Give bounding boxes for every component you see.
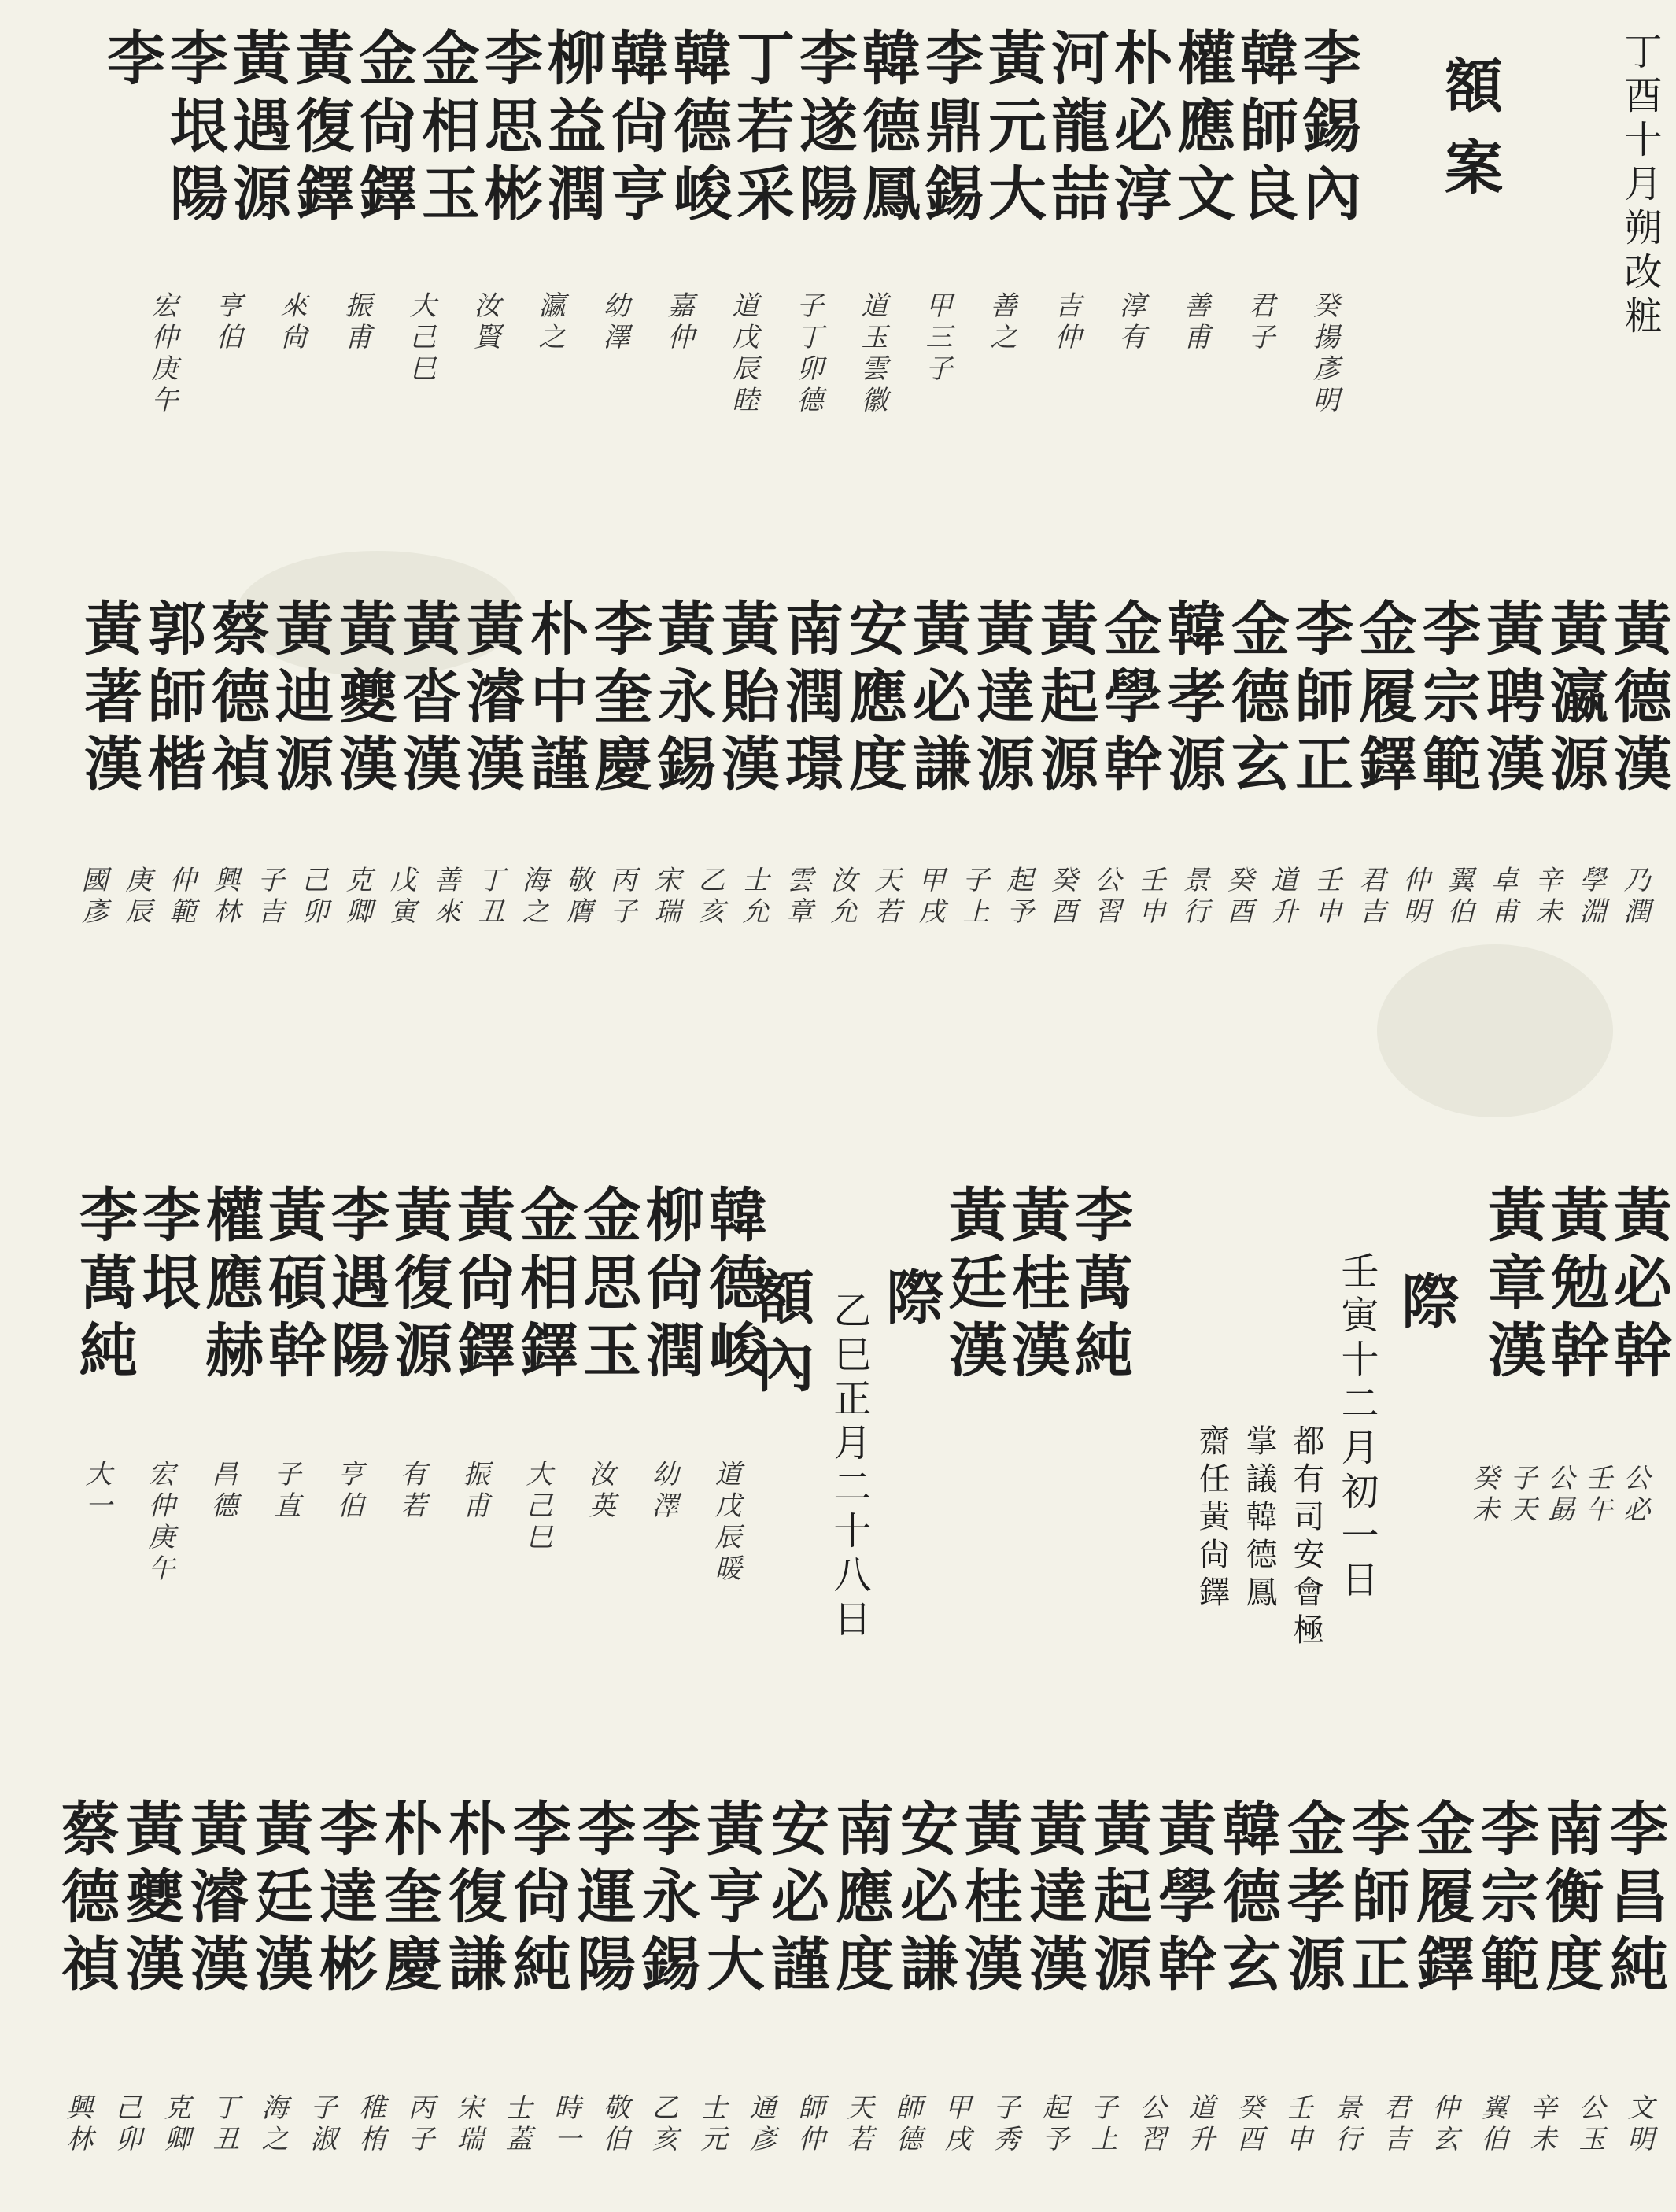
name-column: 黃學幹 <box>1149 1798 1216 2001</box>
courtesy-name-column: 公習 <box>1135 2093 1166 2156</box>
name-column: 李思彬 <box>475 28 543 231</box>
courtesy-name-column: 辛未 <box>1525 2093 1556 2156</box>
name-column: 黃濬漢 <box>181 1798 249 2001</box>
courtesy-name-column: 士蓋 <box>500 2093 532 2156</box>
courtesy-name-column: 子直 <box>269 1460 301 1523</box>
courtesy-name-column: 亨伯 <box>332 1460 364 1523</box>
courtesy-name-column: 嘉仲 <box>663 291 694 354</box>
name-column: 黃必幹 <box>1604 1184 1672 1387</box>
name-column: 韓德峻 <box>700 1184 767 1387</box>
courtesy-name-column: 子吉 <box>253 866 284 929</box>
official-signature: 齋任黃尙鐸 <box>1194 1424 1230 1613</box>
courtesy-name-column: 昌德 <box>206 1460 238 1523</box>
name-column: 金孝源 <box>1278 1798 1346 2001</box>
official-signature: 都有司安會極 <box>1288 1424 1324 1651</box>
courtesy-name-column: 乃潤 <box>1619 866 1650 929</box>
name-column: 黃遇源 <box>223 28 291 231</box>
courtesy-name-column: 時一 <box>549 2093 581 2156</box>
courtesy-name-column: 善甫 <box>1179 291 1210 354</box>
official-signature: 掌議韓德鳳 <box>1241 1424 1277 1613</box>
name-column: 黃碩幹 <box>259 1184 327 1387</box>
name-column: 李師正 <box>1286 598 1353 801</box>
courtesy-name-column: 起予 <box>1002 866 1033 929</box>
name-column: 黃元大 <box>979 28 1047 231</box>
name-column: 李遇陽 <box>322 1184 389 1387</box>
courtesy-name-column: 大一 <box>80 1460 112 1523</box>
name-column: 李萬純 <box>1065 1184 1133 1387</box>
name-column: 權應赫 <box>196 1184 264 1387</box>
courtesy-name-column: 子天 <box>1505 1464 1537 1527</box>
name-column: 權應文 <box>1168 28 1235 231</box>
courtesy-name-column: 宏仲庚午 <box>143 1460 175 1586</box>
courtesy-name-column: 君子 <box>1243 291 1275 354</box>
courtesy-name-column: 癸未 <box>1467 1464 1499 1527</box>
name-column: 河龍喆 <box>1042 28 1109 231</box>
section3-left-date: 乙巳正月二十八日 <box>827 1291 871 1643</box>
courtesy-name-column: 癸酉 <box>1232 2093 1264 2156</box>
courtesy-name-column: 興林 <box>209 866 240 929</box>
courtesy-name-column: 天若 <box>842 2093 873 2156</box>
name-column: 安必謹 <box>762 1798 829 2001</box>
name-column: 李錫內 <box>1294 28 1361 231</box>
name-column: 朴中謹 <box>521 598 589 801</box>
courtesy-name-column: 稚栯 <box>354 2093 386 2156</box>
name-column: 李垠 <box>133 1184 201 1320</box>
name-column: 金思玉 <box>574 1184 641 1387</box>
name-column: 南潤璟 <box>776 598 844 801</box>
name-column: 金履鐸 <box>1349 598 1417 801</box>
courtesy-name-column: 幼澤 <box>598 291 629 354</box>
name-column: 黃沓漢 <box>393 598 461 801</box>
courtesy-name-column: 宋瑞 <box>452 2093 483 2156</box>
section3-right-label: 際 <box>1392 1271 1460 1339</box>
courtesy-name-column: 克卿 <box>159 2093 190 2156</box>
courtesy-name-column: 道升 <box>1266 866 1298 929</box>
courtesy-name-column: 景行 <box>1330 2093 1361 2156</box>
courtesy-name-column: 子上 <box>958 866 989 929</box>
name-column: 黃夔漢 <box>330 598 397 801</box>
name-column: 韓孝源 <box>1158 598 1226 801</box>
name-column: 韓師良 <box>1231 28 1298 231</box>
name-column: 黃復源 <box>385 1184 452 1387</box>
courtesy-name-column: 大己巳 <box>404 291 436 386</box>
name-column: 蔡德禎 <box>202 598 270 801</box>
name-column: 黃廷漢 <box>245 1798 313 2001</box>
courtesy-name-column: 乙亥 <box>647 2093 678 2156</box>
courtesy-name-column: 文明 <box>1622 2093 1654 2156</box>
courtesy-name-column: 師德 <box>891 2093 922 2156</box>
name-column: 黃勉幹 <box>1541 1184 1609 1387</box>
name-column: 金學幹 <box>1095 598 1162 801</box>
courtesy-name-column: 癸酉 <box>1046 866 1077 929</box>
name-column: 蔡德禎 <box>52 1798 120 2001</box>
courtesy-name-column: 壬申 <box>1134 866 1165 929</box>
courtesy-name-column: 壬申 <box>1281 2093 1312 2156</box>
courtesy-name-column: 辛未 <box>1530 866 1562 929</box>
name-column: 李宗範 <box>1413 598 1481 801</box>
courtesy-name-column: 學淵 <box>1574 866 1606 929</box>
courtesy-name-column: 善之 <box>985 291 1017 354</box>
courtesy-name-column: 天若 <box>869 866 901 929</box>
courtesy-name-column: 子上 <box>1086 2093 1117 2156</box>
name-column: 李萬純 <box>70 1184 138 1387</box>
name-column: 郭師楷 <box>138 598 206 801</box>
name-column: 李遂陽 <box>790 28 858 231</box>
name-column: 韓德峻 <box>664 28 732 231</box>
courtesy-name-column: 士元 <box>696 2093 727 2156</box>
name-column: 黃必謙 <box>903 598 971 801</box>
courtesy-name-column: 吉仲 <box>1050 291 1081 354</box>
courtesy-name-column: 翼伯 <box>1442 866 1474 929</box>
courtesy-name-column: 仲明 <box>1398 866 1430 929</box>
courtesy-name-column: 道戊辰睦 <box>727 291 759 417</box>
courtesy-name-column: 癸揚彥明 <box>1308 291 1339 417</box>
courtesy-name-column: 大己巳 <box>521 1460 552 1554</box>
name-column: 黃永錫 <box>648 598 716 801</box>
courtesy-name-column: 敬伯 <box>598 2093 629 2156</box>
courtesy-name-column: 癸酉 <box>1222 866 1253 929</box>
courtesy-name-column: 道升 <box>1183 2093 1215 2156</box>
courtesy-name-column: 景行 <box>1178 866 1209 929</box>
name-column: 黃桂漢 <box>1002 1184 1070 1387</box>
courtesy-name-column: 雲章 <box>781 866 813 929</box>
name-column: 黃桂漢 <box>955 1798 1023 2001</box>
name-column: 黃夔漢 <box>116 1798 184 2001</box>
courtesy-name-column: 瀛之 <box>533 291 565 354</box>
courtesy-name-column: 戊寅 <box>385 866 416 929</box>
name-column: 黃章漢 <box>1478 1184 1546 1387</box>
name-column: 黃德漢 <box>1604 598 1672 801</box>
courtesy-name-column: 公勗 <box>1543 1464 1574 1527</box>
section1-heading: 額案 <box>1435 55 1503 219</box>
section3-left-heading: 額內 <box>747 1267 814 1402</box>
name-column: 金相鐸 <box>511 1184 578 1387</box>
courtesy-name-column: 仲玄 <box>1427 2093 1459 2156</box>
name-column: 黃尙鐸 <box>448 1184 515 1387</box>
courtesy-name-column: 汝允 <box>825 866 857 929</box>
name-column: 黃迪源 <box>266 598 334 801</box>
courtesy-name-column: 汝英 <box>584 1460 615 1523</box>
name-column: 韓尙亨 <box>601 28 669 231</box>
courtesy-name-column: 壬申 <box>1310 866 1342 929</box>
courtesy-name-column: 乙亥 <box>693 866 725 929</box>
courtesy-name-column: 幼澤 <box>647 1460 678 1523</box>
courtesy-name-column: 敬膺 <box>561 866 593 929</box>
courtesy-name-column: 卓甫 <box>1486 866 1518 929</box>
name-column: 黃瀛源 <box>1541 598 1608 801</box>
courtesy-name-column: 子秀 <box>988 2093 1020 2156</box>
name-column: 李達彬 <box>310 1798 378 2001</box>
courtesy-name-column: 振甫 <box>458 1460 489 1523</box>
name-column: 南衡度 <box>1536 1798 1604 2001</box>
courtesy-name-column: 甲戌 <box>914 866 945 929</box>
courtesy-name-column: 興林 <box>61 2093 93 2156</box>
courtesy-name-column: 仲範 <box>164 866 196 929</box>
name-column: 南應度 <box>826 1798 894 2001</box>
courtesy-name-column: 宏仲庚午 <box>146 291 178 417</box>
name-column: 金履鐸 <box>1407 1798 1475 2001</box>
courtesy-name-column: 子丁卯德 <box>792 291 823 417</box>
courtesy-name-column: 起予 <box>1037 2093 1069 2156</box>
courtesy-name-column: 庚辰 <box>120 866 152 929</box>
name-column: 李尙純 <box>504 1798 571 2001</box>
section3-right-date: 壬寅十二月初一日 <box>1335 1251 1379 1604</box>
name-column: 黃起源 <box>1084 1798 1152 2001</box>
name-column: 韓德玄 <box>1213 1798 1281 2001</box>
name-column: 柳益潤 <box>538 28 606 231</box>
name-column: 黃起源 <box>1031 598 1098 801</box>
courtesy-name-column: 己卯 <box>110 2093 142 2156</box>
name-column: 李奎慶 <box>585 598 652 801</box>
name-column: 安應度 <box>840 598 907 801</box>
courtesy-name-column: 翼伯 <box>1476 2093 1508 2156</box>
courtesy-name-column: 通彥 <box>744 2093 776 2156</box>
name-column: 李昌純 <box>1600 1798 1668 2001</box>
courtesy-name-column: 來尙 <box>275 291 307 354</box>
name-column: 朴復謙 <box>439 1798 507 2001</box>
courtesy-name-column: 有若 <box>395 1460 426 1523</box>
name-column: 黃廷漢 <box>940 1184 1007 1387</box>
name-column: 朴必淳 <box>1105 28 1172 231</box>
courtesy-name-column: 君吉 <box>1354 866 1386 929</box>
name-column: 黃達源 <box>967 598 1035 801</box>
courtesy-name-column: 公習 <box>1090 866 1121 929</box>
courtesy-name-column: 善來 <box>429 866 460 929</box>
name-column: 黃復鐸 <box>286 28 354 231</box>
name-column: 丁若采 <box>727 28 795 231</box>
courtesy-name-column: 公必 <box>1619 1464 1650 1527</box>
courtesy-name-column: 丁丑 <box>473 866 504 929</box>
name-column: 李師正 <box>1342 1798 1410 2001</box>
name-column: 李宗範 <box>1471 1798 1539 2001</box>
courtesy-name-column: 國彥 <box>76 866 108 929</box>
name-column: 黃達漢 <box>1020 1798 1087 2001</box>
courtesy-name-column: 師仲 <box>793 2093 825 2156</box>
name-column: 黃著漢 <box>75 598 142 801</box>
name-column: 李鼎錫 <box>916 28 984 231</box>
top-right-date: 丁酉十月朔改粧 <box>1618 31 1662 340</box>
courtesy-name-column: 己卯 <box>297 866 328 929</box>
courtesy-name-column: 丙子 <box>605 866 637 929</box>
courtesy-name-column: 道玉雲徽 <box>856 291 888 417</box>
courtesy-name-column: 海之 <box>257 2093 288 2156</box>
courtesy-name-column: 海之 <box>517 866 548 929</box>
name-column: 李永錫 <box>633 1798 700 2001</box>
courtesy-name-column: 甲三子 <box>921 291 952 386</box>
courtesy-name-column: 汝賢 <box>469 291 500 354</box>
name-column: 金德玄 <box>1222 598 1290 801</box>
name-column: 朴奎慶 <box>375 1798 442 2001</box>
courtesy-name-column: 亨伯 <box>211 291 242 354</box>
courtesy-name-column: 君吉 <box>1379 2093 1410 2156</box>
courtesy-name-column: 子淑 <box>305 2093 337 2156</box>
courtesy-name-column: 士允 <box>737 866 769 929</box>
courtesy-name-column: 淳有 <box>1114 291 1146 354</box>
name-column: 金相玉 <box>412 28 480 231</box>
name-column: 柳尙潤 <box>637 1184 704 1387</box>
courtesy-name-column: 丙子 <box>403 2093 434 2156</box>
courtesy-name-column: 甲戌 <box>940 2093 971 2156</box>
section3-mid-label: 際 <box>877 1267 944 1335</box>
name-column: 黃貽漢 <box>712 598 780 801</box>
name-column: 金尙鐸 <box>349 28 417 231</box>
courtesy-name-column: 振甫 <box>340 291 371 354</box>
name-column: 李垠陽 <box>161 28 228 231</box>
courtesy-name-column: 克卿 <box>341 866 372 929</box>
name-column: 安必謙 <box>891 1798 958 2001</box>
name-column: 韓德鳳 <box>853 28 921 231</box>
courtesy-name-column: 道戊辰暖 <box>710 1460 741 1586</box>
courtesy-name-column: 公玉 <box>1574 2093 1605 2156</box>
name-column: 黃濬漢 <box>457 598 525 801</box>
name-column: 黃聘漢 <box>1477 598 1545 801</box>
courtesy-name-column: 宋瑞 <box>649 866 681 929</box>
courtesy-name-column: 壬午 <box>1581 1464 1612 1527</box>
courtesy-name-column: 丁丑 <box>208 2093 239 2156</box>
name-column: 李 <box>98 28 165 95</box>
paper-stain <box>1377 944 1613 1117</box>
name-column: 黃亨大 <box>697 1798 765 2001</box>
name-column: 李運陽 <box>568 1798 636 2001</box>
